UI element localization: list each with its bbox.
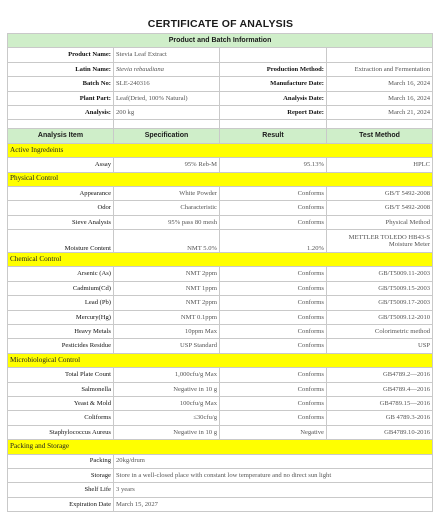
product-row (8, 48, 433, 62)
product-row (8, 105, 433, 119)
packing-value: 3 years (114, 483, 433, 497)
product-label (220, 48, 327, 62)
product-value: Leaf(Dried, 100% Natural) (114, 91, 220, 105)
test-method: USP (327, 339, 433, 353)
specification: NMT 0.1ppm (114, 310, 220, 324)
table-row (8, 201, 433, 215)
analysis-item: Odor (8, 201, 114, 215)
col-header-result: Result (220, 129, 327, 143)
specification: NMT 2ppm (114, 296, 220, 310)
specification: 100cfu/g Max (114, 396, 220, 410)
packing-item: Packing (8, 454, 114, 468)
packing-value: Store in a well-closed place with constant low temperature and no direct sun light (114, 468, 433, 482)
table-row (8, 281, 433, 295)
specification: Characteristic (114, 201, 220, 215)
test-method: HPLC (327, 158, 433, 172)
result: Conforms (220, 296, 327, 310)
result: Negative (220, 425, 327, 439)
result: Conforms (220, 215, 327, 229)
test-method: GB/T5009.12-2010 (327, 310, 433, 324)
product-value: March 16, 2024 (327, 77, 433, 91)
specification: 95% pass 80 mesh (114, 215, 220, 229)
product-value: March 16, 2024 (327, 91, 433, 105)
result: 1.20% (220, 230, 327, 253)
specification: ≤30cfu/g (114, 411, 220, 425)
table-row (8, 310, 433, 324)
table-row (8, 497, 433, 511)
test-method: GB/T5009.17-2003 (327, 296, 433, 310)
spacer-row (8, 120, 433, 129)
col-header-analysis-item: Analysis Item (8, 129, 114, 143)
product-label: Manufacture Date: (220, 77, 327, 91)
table-row (8, 158, 433, 172)
coa-table (7, 33, 433, 512)
analysis-item: Heavy Metals (8, 325, 114, 339)
product-label: Report Date: (220, 105, 327, 119)
table-row (8, 483, 433, 497)
analysis-item: Coliforms (8, 411, 114, 425)
col-header-specification: Specification (114, 129, 220, 143)
result: Conforms (220, 281, 327, 295)
specification: White Powder (114, 186, 220, 200)
product-label: Plant Part: (8, 91, 114, 105)
product-value: Extraction and Fermentation (327, 62, 433, 76)
test-method: GB4789.15—2016 (327, 396, 433, 410)
result: Conforms (220, 186, 327, 200)
analysis-item: Appearance (8, 186, 114, 200)
product-label: Analysis Date: (220, 91, 327, 105)
test-method: Physical Method (327, 215, 433, 229)
specification: 95% Reb-M (114, 158, 220, 172)
specification: NMT 1ppm (114, 281, 220, 295)
test-method: GB/T5009.11-2003 (327, 267, 433, 281)
product-row (8, 77, 433, 91)
packing-value: March 15, 2027 (114, 497, 433, 511)
analysis-item: Salmonella (8, 382, 114, 396)
analysis-item: Total Plate Count (8, 368, 114, 382)
analysis-item: Mercury(Hg) (8, 310, 114, 324)
test-method: GB 4789.3-2016 (327, 411, 433, 425)
table-row (8, 382, 433, 396)
table-row (8, 267, 433, 281)
table-row (8, 215, 433, 229)
section-chemical-control: Chemical Control (8, 253, 433, 267)
table-row (8, 396, 433, 410)
result: Conforms (220, 310, 327, 324)
packing-value: 20kg/drum (114, 454, 433, 468)
specification: 10ppm Max (114, 325, 220, 339)
result: Conforms (220, 382, 327, 396)
packing-item: Expiration Date (8, 497, 114, 511)
test-method: METTLER TOLEDO HB43-S Moisture Meter (327, 230, 433, 253)
specification: Negative in 10 g (114, 425, 220, 439)
product-value (327, 48, 433, 62)
analysis-item: Staphylococcus Aureus (8, 425, 114, 439)
analysis-item: Moisture Content (8, 230, 114, 253)
specification: Negative in 10 g (114, 382, 220, 396)
specification: NMT 5.0% (114, 230, 220, 253)
analysis-item: Yeast & Mold (8, 396, 114, 410)
product-value: March 21, 2024 (327, 105, 433, 119)
test-method: GB4789.2—2016 (327, 368, 433, 382)
test-method: GB/T5009.15-2003 (327, 281, 433, 295)
product-label: Production Method: (220, 62, 327, 76)
result: Conforms (220, 201, 327, 215)
section-active-ingredients: Active Ingredeints (8, 143, 433, 157)
analysis-item: Pesticides Residue (8, 339, 114, 353)
col-header-test-method: Test Method (327, 129, 433, 143)
analysis-item: Assay (8, 158, 114, 172)
section-microbiological-control: Microbiological Control (8, 353, 433, 367)
section-packing-storage: Packing and Storage (8, 440, 433, 454)
product-label: Latin Name: (8, 62, 114, 76)
analysis-item: Sieve Analysis (8, 215, 114, 229)
packing-item: Storage (8, 468, 114, 482)
result: Conforms (220, 267, 327, 281)
test-method: GB/T 5492-2008 (327, 186, 433, 200)
analysis-item: Lead (Pb) (8, 296, 114, 310)
test-method: Colorimetric method (327, 325, 433, 339)
product-label: Product Name: (8, 48, 114, 62)
result: Conforms (220, 325, 327, 339)
table-row (8, 454, 433, 468)
table-row (8, 425, 433, 439)
specification: NMT 2ppm (114, 267, 220, 281)
analysis-item: Arsenic (As) (8, 267, 114, 281)
product-row (8, 62, 433, 76)
page-title: CERTIFICATE OF ANALYSIS (147, 18, 294, 30)
test-method: GB4789.4—2016 (327, 382, 433, 396)
product-value: Stevia Leaf Extract (114, 48, 220, 62)
product-info-header: Product and Batch Information (8, 34, 433, 48)
section-physical-control: Physical Control (8, 172, 433, 186)
table-row (8, 296, 433, 310)
specification: 1,000cfu/g Max (114, 368, 220, 382)
result: 95.13% (220, 158, 327, 172)
product-row (8, 91, 433, 105)
product-value: Stevia rebaudiana (114, 62, 220, 76)
table-row (8, 368, 433, 382)
packing-item: Shelf Life (8, 483, 114, 497)
product-value: 200 kg (114, 105, 220, 119)
product-label: Batch No: (8, 77, 114, 91)
column-header-row (8, 129, 433, 143)
result: Conforms (220, 411, 327, 425)
table-row (8, 468, 433, 482)
product-label: Analysis: (8, 105, 114, 119)
result: Conforms (220, 396, 327, 410)
product-value: SLE-240316 (114, 77, 220, 91)
test-method: GB/T 5492-2008 (327, 201, 433, 215)
result: Conforms (220, 368, 327, 382)
result: Conforms (220, 339, 327, 353)
specification: USP Standard (114, 339, 220, 353)
table-row (8, 339, 433, 353)
test-method: GB4789.10-2016 (327, 425, 433, 439)
table-row (8, 186, 433, 200)
table-row (8, 411, 433, 425)
table-row (8, 230, 433, 253)
analysis-item: Cadmium(Cd) (8, 281, 114, 295)
table-row (8, 325, 433, 339)
